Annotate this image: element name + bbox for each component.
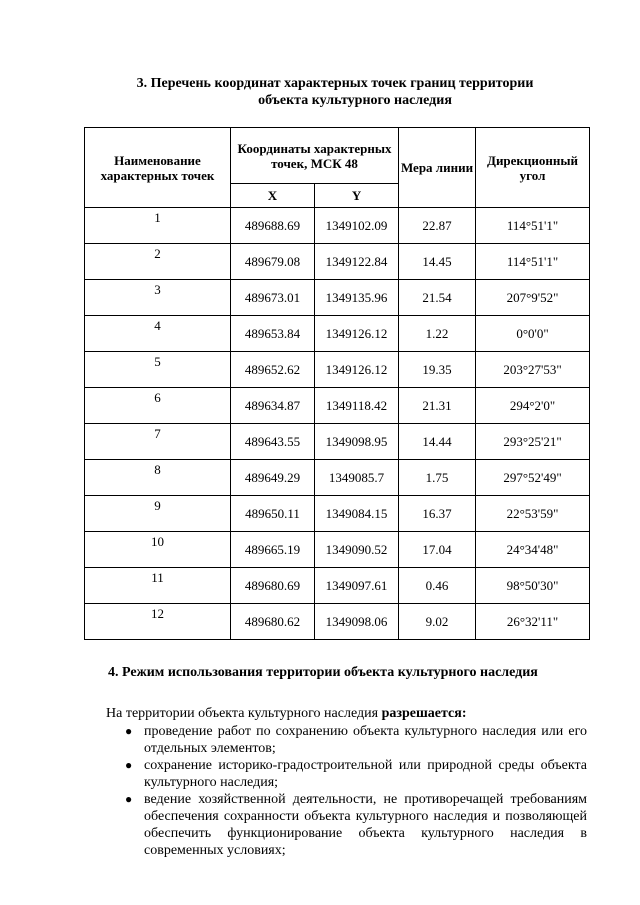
- measure-cell: 17.04: [399, 532, 476, 568]
- point-number-cell: 2: [85, 244, 231, 280]
- table-row: [85, 388, 590, 424]
- list-item: [125, 723, 587, 757]
- angle-cell: 26°32'11": [476, 604, 590, 640]
- y-cell: 1349098.06: [315, 604, 399, 640]
- point-number-cell: 7: [85, 424, 231, 460]
- point-number-cell: 11: [85, 568, 231, 604]
- intro-bold-allowed: разрешается:: [381, 706, 467, 721]
- x-cell: 489688.69: [231, 208, 315, 244]
- section-3-title-line-2: объекта культурного наследия: [258, 93, 452, 108]
- angle-cell: 207°9'52": [476, 280, 590, 316]
- x-cell: 489680.69: [231, 568, 315, 604]
- angle-cell: 203°27'53": [476, 352, 590, 388]
- point-number-cell: 3: [85, 280, 231, 316]
- measure-cell: 21.54: [399, 280, 476, 316]
- list-item: [125, 791, 587, 859]
- bullet-icon: ●: [125, 724, 133, 738]
- measure-cell: 1.22: [399, 316, 476, 352]
- x-cell: 489652.62: [231, 352, 315, 388]
- measure-cell: 21.31: [399, 388, 476, 424]
- y-cell: 1349084.15: [315, 496, 399, 532]
- point-number-cell: 10: [85, 532, 231, 568]
- table-row: [85, 244, 590, 280]
- point-number-cell: 6: [85, 388, 231, 424]
- x-cell: 489634.87: [231, 388, 315, 424]
- x-cell: 489673.01: [231, 280, 315, 316]
- table-row: [85, 532, 590, 568]
- header-x: X: [231, 184, 315, 208]
- angle-cell: 114°51'1": [476, 208, 590, 244]
- y-cell: 1349118.42: [315, 388, 399, 424]
- table-row: [85, 352, 590, 388]
- section-4-heading: 4. Режим использования территории объекта культурного наследия: [108, 665, 538, 680]
- point-number-cell: 12: [85, 604, 231, 640]
- x-cell: 489643.55: [231, 424, 315, 460]
- table-row: [85, 316, 590, 352]
- x-cell: 489653.84: [231, 316, 315, 352]
- angle-cell: 22°53'59": [476, 496, 590, 532]
- header-coordinates: Координаты характерных точек, МСК 48: [231, 128, 399, 184]
- y-cell: 1349126.12: [315, 316, 399, 352]
- y-cell: 1349090.52: [315, 532, 399, 568]
- header-line-measure: Мера линии: [399, 128, 476, 208]
- header-point-name: Наименование характерных точек: [85, 128, 231, 208]
- x-cell: 489679.08: [231, 244, 315, 280]
- measure-cell: 19.35: [399, 352, 476, 388]
- measure-cell: 14.44: [399, 424, 476, 460]
- list-item-text: сохранение историко-градостроительной или природной среды объекта культурного наследия;: [144, 758, 587, 790]
- allowed-activities-list: [125, 723, 587, 859]
- x-cell: 489650.11: [231, 496, 315, 532]
- header-direction-angle: Дирекционный угол: [476, 128, 590, 208]
- y-cell: 1349126.12: [315, 352, 399, 388]
- x-cell: 489649.29: [231, 460, 315, 496]
- section-3-heading: [100, 75, 570, 109]
- header-y: Y: [315, 184, 399, 208]
- angle-cell: 293°25'21": [476, 424, 590, 460]
- y-cell: 1349135.96: [315, 280, 399, 316]
- table-row: [85, 280, 590, 316]
- intro-text: На территории объекта культурного наследия: [106, 706, 382, 721]
- list-item-text: ведение хозяйственной деятельности, не противоречащей требованиям обеспечения сохранности объекта культурного наследия и позволяющей обеспечить функционирование объекта культурного наследия в современных условиях;: [144, 792, 587, 858]
- table-row: [85, 496, 590, 532]
- point-number-cell: 8: [85, 460, 231, 496]
- angle-cell: 24°34'48": [476, 532, 590, 568]
- bullet-icon: ●: [125, 792, 133, 806]
- angle-cell: 297°52'49": [476, 460, 590, 496]
- table-row: [85, 604, 590, 640]
- point-number-cell: 9: [85, 496, 231, 532]
- bullet-icon: ●: [125, 758, 133, 772]
- measure-cell: 16.37: [399, 496, 476, 532]
- measure-cell: 1.75: [399, 460, 476, 496]
- y-cell: 1349122.84: [315, 244, 399, 280]
- table-row: [85, 424, 590, 460]
- list-item-text: проведение работ по сохранению объекта культурного наследия или его отдельных элементов;: [144, 724, 587, 756]
- measure-cell: 9.02: [399, 604, 476, 640]
- x-cell: 489665.19: [231, 532, 315, 568]
- coordinates-table: [84, 127, 590, 640]
- table-row: [85, 460, 590, 496]
- section-4-intro: [106, 706, 467, 722]
- point-number-cell: 5: [85, 352, 231, 388]
- y-cell: 1349098.95: [315, 424, 399, 460]
- y-cell: 1349097.61: [315, 568, 399, 604]
- angle-cell: 294°2'0": [476, 388, 590, 424]
- angle-cell: 114°51'1": [476, 244, 590, 280]
- table-row: [85, 568, 590, 604]
- x-cell: 489680.62: [231, 604, 315, 640]
- measure-cell: 14.45: [399, 244, 476, 280]
- y-cell: 1349102.09: [315, 208, 399, 244]
- measure-cell: 0.46: [399, 568, 476, 604]
- table-row: [85, 208, 590, 244]
- angle-cell: 0°0'0": [476, 316, 590, 352]
- section-3-title-line-1: 3. Перечень координат характерных точек границ территории: [136, 76, 534, 91]
- measure-cell: 22.87: [399, 208, 476, 244]
- list-item: [125, 757, 587, 791]
- point-number-cell: 4: [85, 316, 231, 352]
- point-number-cell: 1: [85, 208, 231, 244]
- y-cell: 1349085.7: [315, 460, 399, 496]
- angle-cell: 98°50'30": [476, 568, 590, 604]
